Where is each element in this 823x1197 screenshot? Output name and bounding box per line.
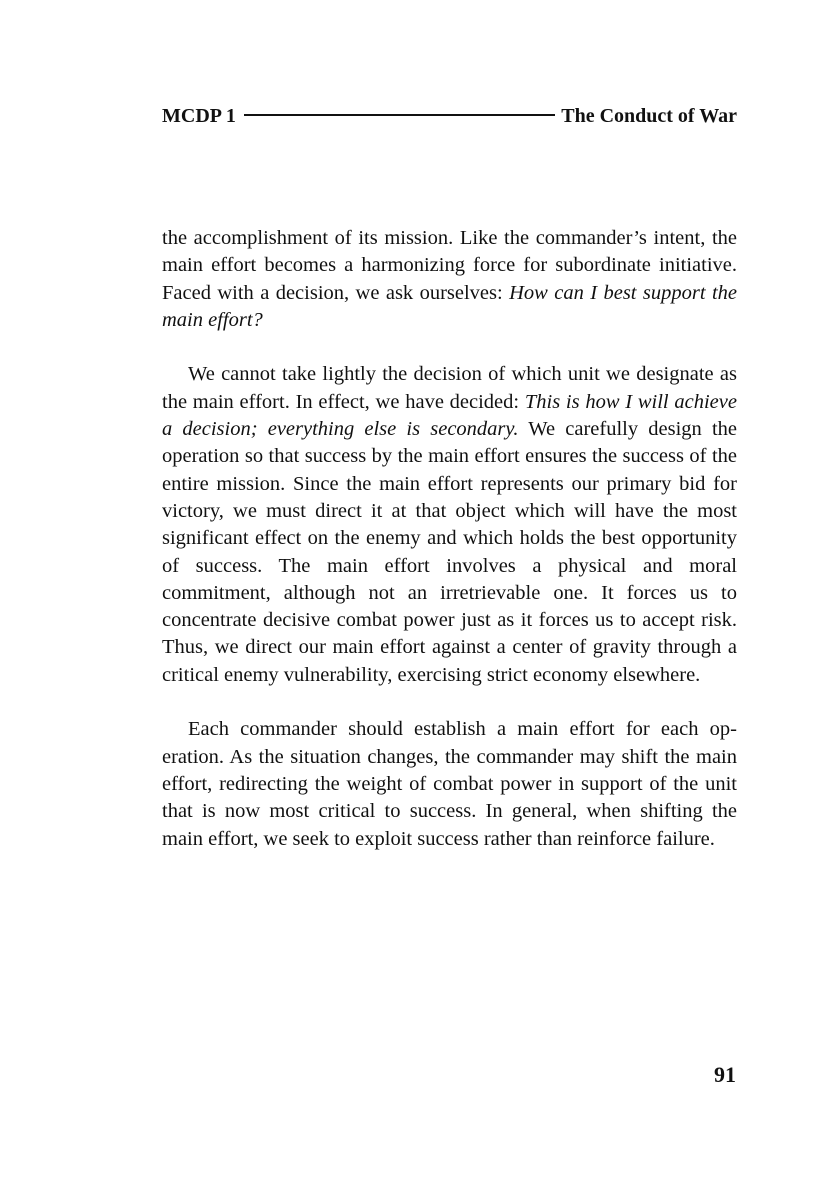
paragraph-1 (162, 225, 737, 334)
running-header (162, 102, 737, 130)
paragraph-1-italic: How can I best support the main effort? (162, 281, 737, 331)
header-chapter-title: The Conduct of War (561, 104, 737, 127)
page-body (162, 225, 737, 880)
paragraph-2 (162, 361, 737, 689)
paragraph-3: Each commander should establish a main effort for each operation. As the situation changes, the commander may shift the main effort, redirecting the weight of combat power in support of the unit that is now most critical to success. In general, when shifting the main effort, we seek to exploit success rather than reinforce failure. (162, 718, 737, 850)
page-number: 91 (714, 1062, 736, 1087)
paragraph-1-text: the accomplishment of its mission. Like the commander’s intent, the main effort becomes a harmonizing force for subordinate initiative. Faced with a decision, we ask ourselves: (162, 227, 737, 304)
header-doc-id: MCDP 1 (162, 104, 236, 127)
paragraph-2-text: We cannot take lightly the decision of which unit we designate as the main effort. In effect, we have decided: (162, 363, 737, 413)
header-rule (244, 114, 555, 116)
paragraph-2-after: We carefully design the operation so that success by the main effort ensures the success of the entire mission. Since the main effort represents our primary bid for victory, we must direct it at that object which will have the most significant effect on the enemy and which holds the best opportunity of success. The main effort involves a physical and moral commitment, although not an irretrievable one. It forces us to concentrate decisive combat power just as it forces us to accept risk. Thus, we direct our main effort against a center of gravity through a critical enemy vulnerability, exercising strict economy elsewhere. (162, 418, 738, 686)
paragraph-2-italic: This is how I will achieve a decision; everything else is secondary. (162, 390, 737, 441)
